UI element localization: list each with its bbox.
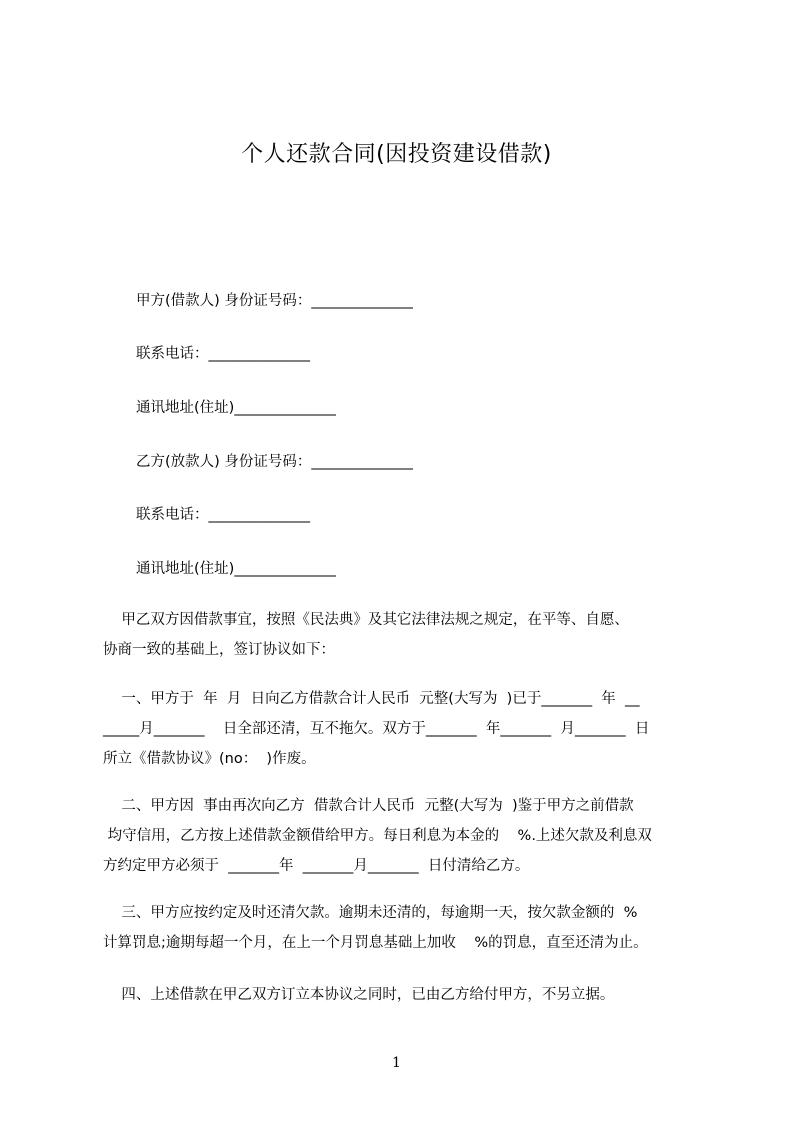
- clause-3-paragraph: [103, 898, 701, 958]
- document-title: 个人还款合同(因投资建设借款): [241, 142, 552, 167]
- party-a-address-line: 通讯地址(住址)______________: [136, 400, 336, 416]
- paragraph-line: 计算罚息;逾期每超一个月，在上一个月罚息基础上加收 %的罚息，直至还清为止。: [103, 935, 648, 951]
- intro-paragraph: [103, 605, 701, 665]
- paragraph-line: 三、甲方应按约定及时还清欠款。逾期未还清的，每逾期一天，按欠款金额的 %: [103, 905, 638, 921]
- paragraph-line: 四、上述借款在甲乙双方订立本协议之同时，已由乙方给付甲方，不另立据。: [103, 987, 615, 1003]
- paragraph-line: 协商一致的基础上，签订协议如下：: [103, 642, 335, 658]
- paragraph-line: 二、甲方因 事由再次向乙方 借款合计人民币 元整(大写为 )鉴于甲方之前借款: [103, 798, 634, 814]
- party-b-phone-line: 联系电话：______________: [136, 507, 310, 523]
- paragraph-line: 均守信用，乙方按上述借款金额借给甲方。每日利息为本金的 %.上述欠款及利息双: [103, 828, 652, 844]
- clause-2-paragraph: [103, 791, 701, 881]
- party-b-address-line: 通讯地址(住址)______________: [136, 561, 336, 577]
- paragraph-line: 方约定甲方必须于 _______年 _______月_______ 日付清给乙方。: [103, 858, 530, 874]
- party-a-phone-line: 联系电话：______________: [136, 346, 310, 362]
- clause-1-paragraph: [103, 684, 701, 774]
- party-b-id-line: 乙方(放款人) 身份证号码：______________: [136, 454, 413, 470]
- paragraph-line: 所立《借款协议》(no： )作废。: [103, 751, 316, 767]
- page-number: 1: [392, 1055, 401, 1071]
- clause-4-paragraph: [103, 980, 701, 1010]
- paragraph-line: _____月_______ 日全部还清，互不拖欠。双方于_______ 年_______ 月_______ 日: [103, 721, 650, 737]
- party-a-id-line: 甲方(借款人) 身份证号码：______________: [136, 293, 413, 309]
- paragraph-line: 甲乙双方因借款事宜，按照《民法典》及其它法律法规之规定，在平等、自愿、: [103, 612, 629, 628]
- paragraph-line: 一、甲方于 年 月 日向乙方借款合计人民币 元整(大写为 )已于_______ 年 __: [103, 691, 640, 707]
